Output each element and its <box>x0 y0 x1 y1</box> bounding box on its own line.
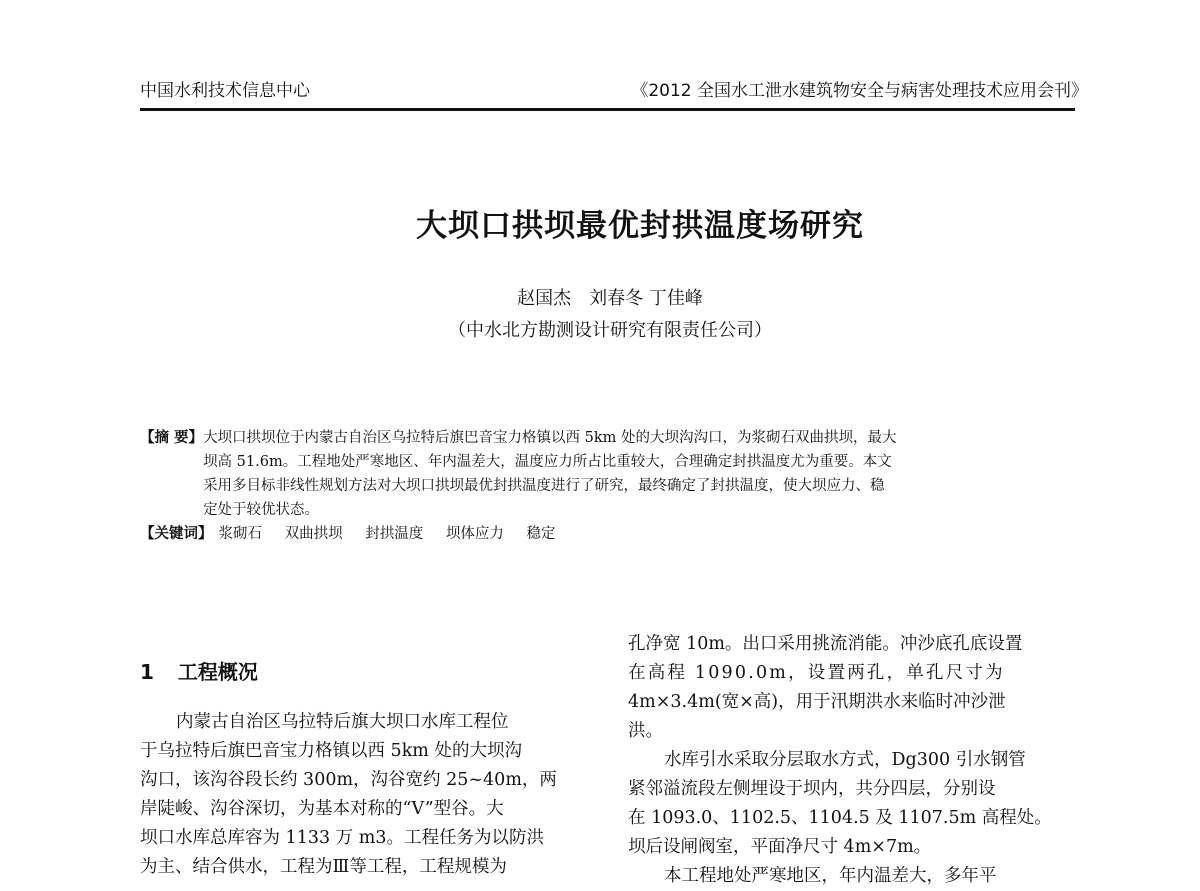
body-line: 4m×3.4m(宽×高)，用于汛期洪水来临时冲沙泄 <box>628 692 1006 712</box>
body-line: 在高程 1090.0m，设置两孔，单孔尺寸为 <box>628 663 1005 683</box>
keyword: 双曲拱坝 <box>284 526 343 542</box>
keyword: 坝体应力 <box>445 526 504 542</box>
body-line: 坝口水库总库容为 1133 万 m3。工程任务为以防洪 <box>140 828 544 848</box>
body-line: 在 1093.0、1102.5、1104.5 及 1107.5m 高程处。 <box>628 808 1052 828</box>
body-line: 岸陡峻、沟谷深切，为基本对称的“V”型谷。大 <box>140 799 504 819</box>
abstract-line: 定处于较优状态。 <box>203 502 320 518</box>
header-rule <box>140 108 1075 111</box>
author-list: 赵国杰 刘春冬 丁佳峰 <box>517 288 703 309</box>
abstract-row <box>140 426 1080 522</box>
abstract-block <box>140 426 1080 546</box>
paper-title: 大坝口拱坝最优封拱温度场研究 <box>416 208 864 244</box>
abstract-label: 【摘 要】 <box>140 429 204 446</box>
body-line: 水库引水采取分层取水方式，Dg300 引水钢管 <box>664 750 1026 770</box>
running-header-left: 中国水利技术信息中心 <box>140 81 310 101</box>
body-line: 沟口，该沟谷段长约 300m，沟谷宽约 25~40m，两 <box>140 770 557 790</box>
section-title: 工程概况 <box>177 660 258 684</box>
body-line: 内蒙古自治区乌拉特后旗大坝口水库工程位 <box>176 712 509 732</box>
keywords-row <box>140 522 1080 546</box>
running-header-right: 《2012 全国水工泄水建筑物安全与病害处理技术应用会刊》 <box>631 81 1088 101</box>
body-line: 于乌拉特后旗巴音宝力格镇以西 5km 处的大坝沟 <box>140 741 522 761</box>
abstract-text <box>203 426 1080 522</box>
left-column <box>140 708 580 882</box>
keyword: 稳定 <box>526 526 556 542</box>
right-column <box>628 630 1078 891</box>
abstract-line: 大坝口拱坝位于内蒙古自治区乌拉特后旗巴音宝力格镇以西 5km 处的大坝沟沟口，为浆砌石双曲拱坝，最大 <box>203 430 897 446</box>
abstract-line: 采用多目标非线性规划方法对大坝口拱坝最优封拱温度进行了研究，最终确定了封拱温度，使大坝应力、稳 <box>203 478 885 494</box>
keyword: 封拱温度 <box>365 526 424 542</box>
section-heading <box>140 656 258 685</box>
abstract-line: 坝高 51.6m。工程地处严寒地区、年内温差大，温度应力所占比重较大，合理确定封拱温度尤为重要。本文 <box>203 454 892 470</box>
body-line: 紧邻溢流段左侧埋设于坝内，共分四层，分别设 <box>628 779 996 799</box>
keywords-label: 【关键词】 <box>140 525 213 542</box>
affiliation: （中水北方勘测设计研究有限责任公司） <box>448 320 772 341</box>
body-line: 为主、结合供水，工程为Ⅲ等工程，工程规模为 <box>140 857 507 877</box>
keywords-list <box>213 522 1081 546</box>
body-line: 本工程地处严寒地区，年内温差大，多年平 <box>664 866 997 886</box>
body-line: 坝后设闸阀室，平面净尺寸 4m×7m。 <box>628 837 932 857</box>
section-number: 1 <box>140 660 154 684</box>
body-line: 洪。 <box>628 721 663 741</box>
keyword: 浆砌石 <box>218 526 262 542</box>
body-line: 孔净宽 10m。出口采用挑流消能。冲沙底孔底设置 <box>628 634 1023 654</box>
